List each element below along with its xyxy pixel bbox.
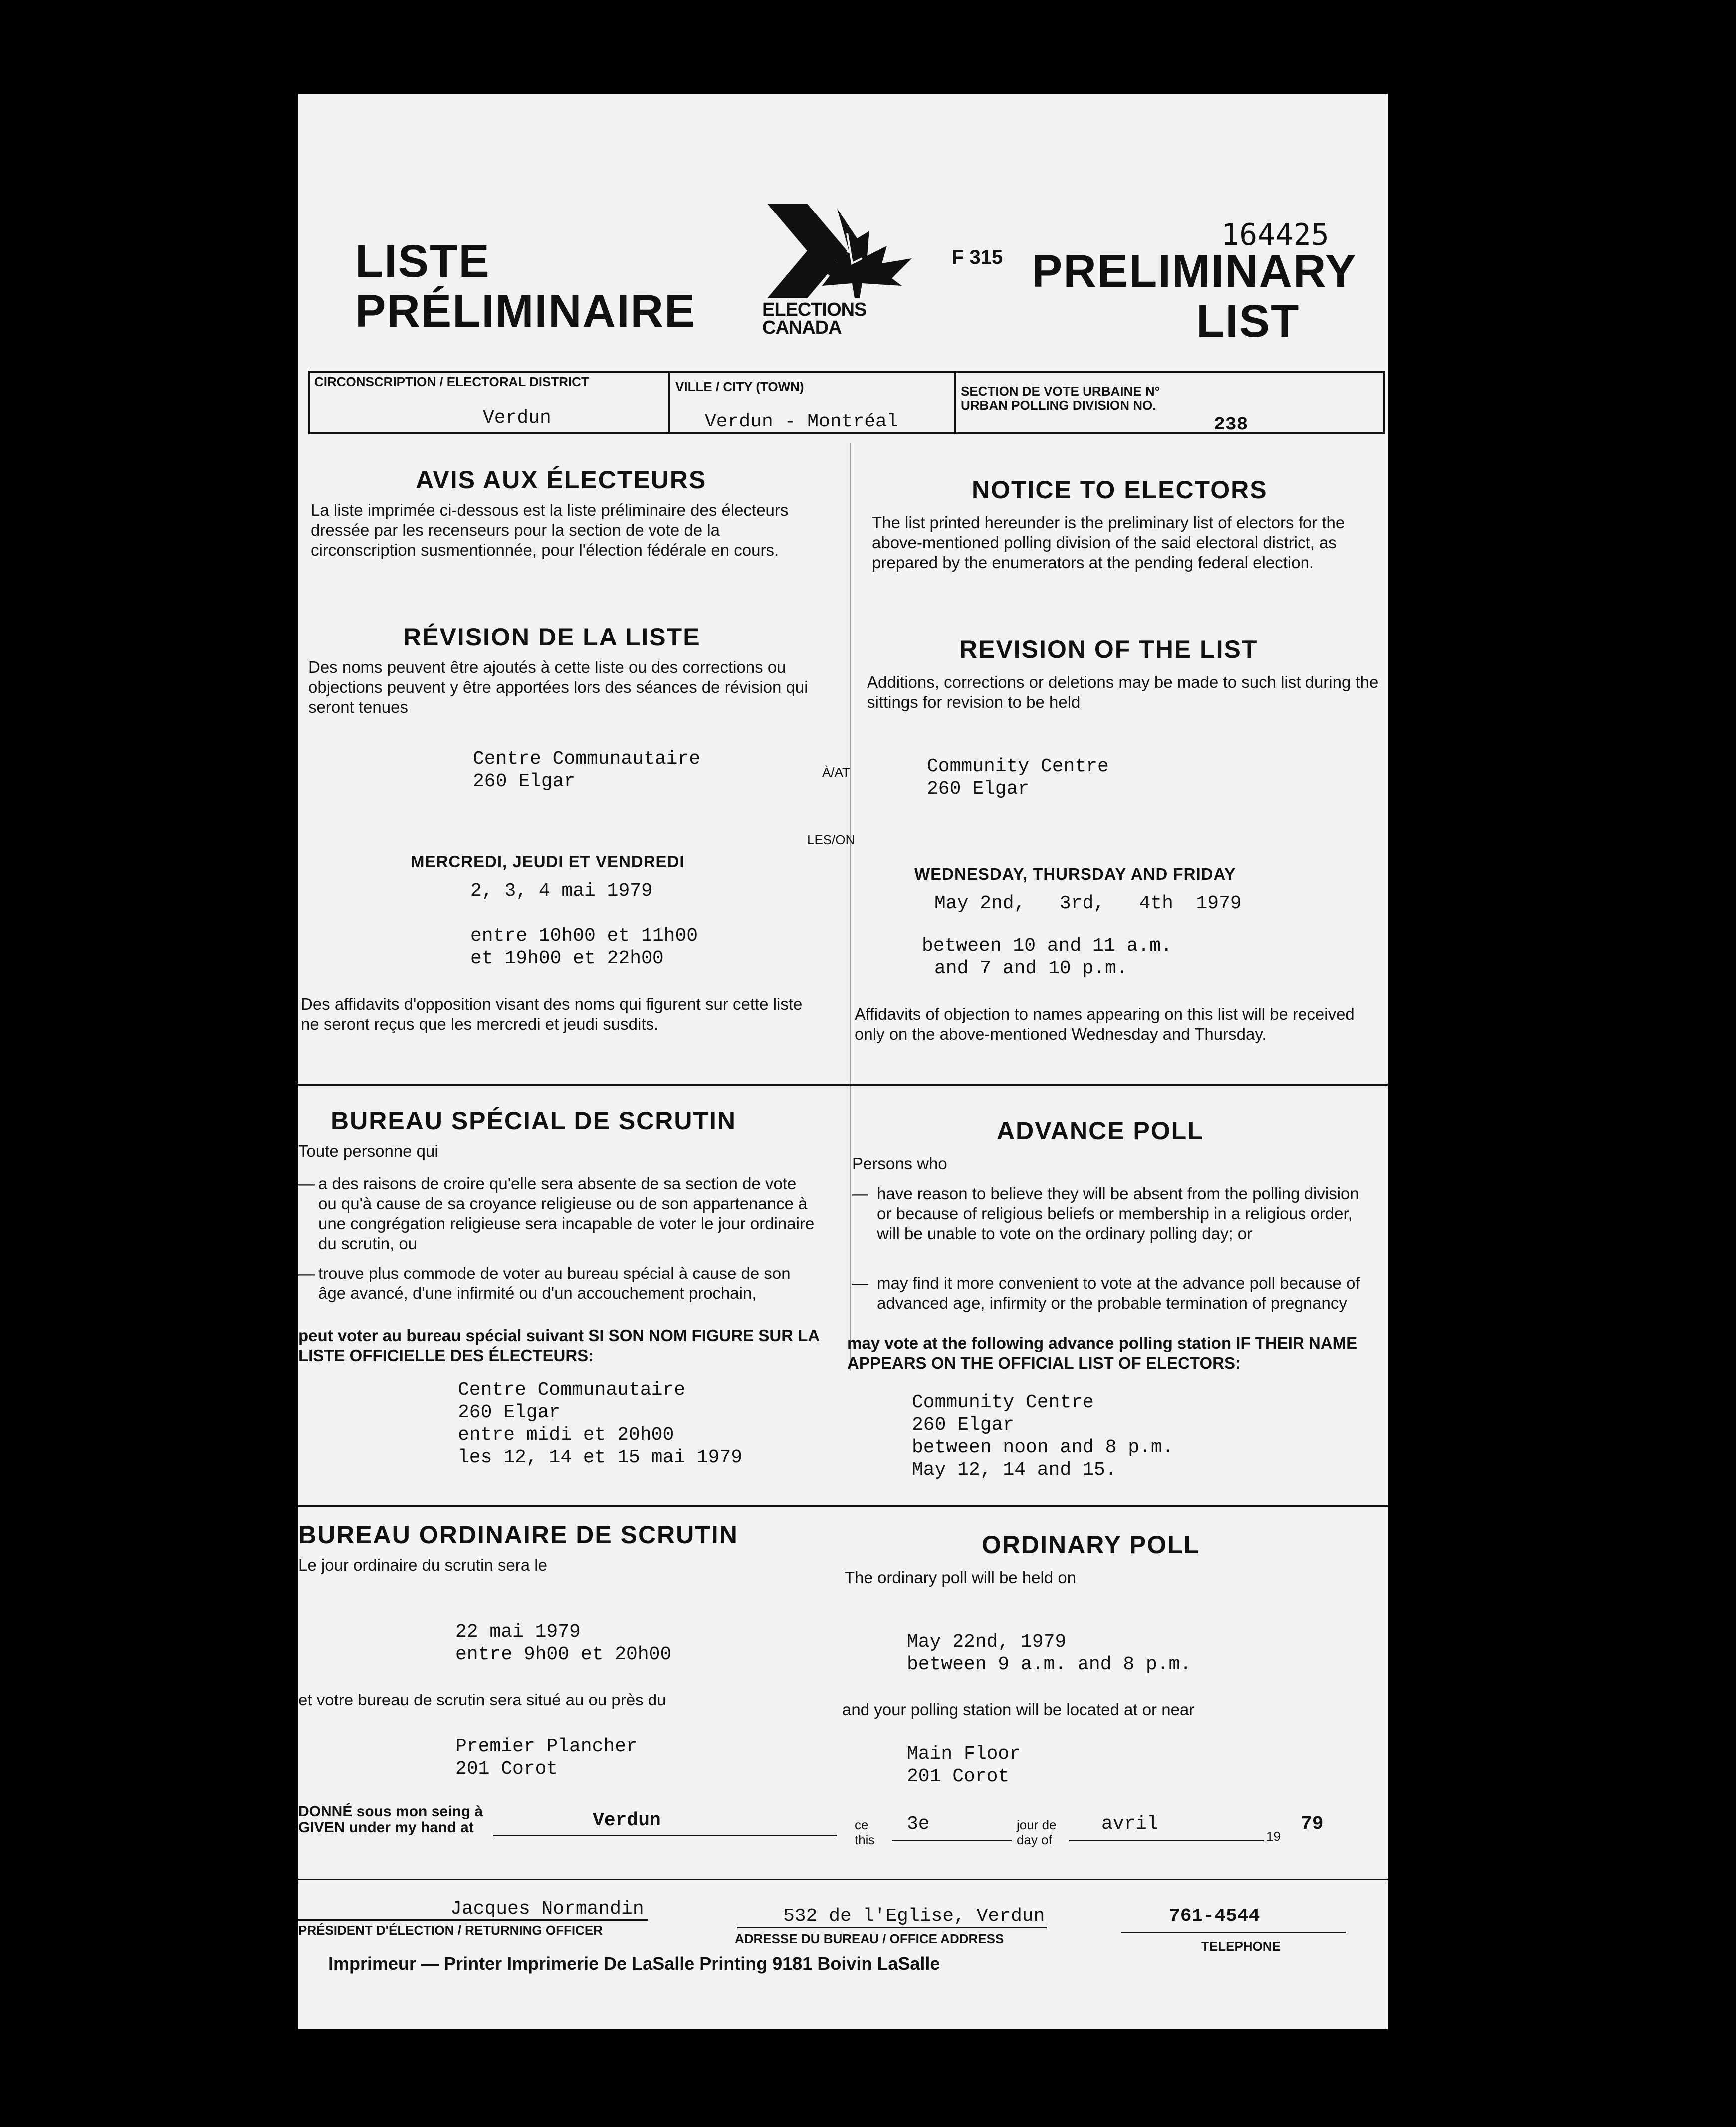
advance-en-title: ADVANCE POLL (997, 1117, 1204, 1145)
revision-fr-place-1: Centre Communautaire (473, 748, 701, 770)
serial-number: 164425 (1221, 217, 1329, 252)
revision-en-time-2: and 7 and 10 p.m. (934, 958, 1128, 979)
election-notice-sheet: LISTE PRÉLIMINAIRE ELECTIONS CANADA F 315 164425 PRELIMINARY LIST CIRCONSCRIPTION / ELECTORAL DISTRICT Verdun VILLE / CITY (TOWN) Verdun - Montréal SECTION DE VOTE URBAINE N° URBAN POLLING DIVISION NO. 238 AVIS AUX ÉLECTEURS La liste imprimée ci-dessous est la liste préliminaire des électeurs dressée par les recenseurs pour la section de vote de la circonscription susmentionnée, pour l'élection fédérale en cours. NOTICE TO ELECTORS The list printed hereunder is the preliminary list of electors for the above-mentioned polling division of the said electoral district, as prepared by the enumerators at the pending federal election. RÉVISION DE LA LISTE Des noms peuvent être ajoutés à cette liste ou des corrections ou objections peuvent y être apportées lors des séances de révision qui seront tenues REVISION OF THE LIST Additions, corrections or deletions may be made to such list during the sittings for revision to be held Centre Communautaire 260 Elgar À/AT Community Centre 260 Elgar LES/ON MERCREDI, JEUDI ET VENDREDI 2, 3, 4 mai 1979 WEDNESDAY, THURSDAY AND FRIDAY May 2nd, 3rd, 4th 1979 entre 10h00 et 11h00 et 19h00 et 22h00 between 10 and 11 a.m. and 7 and 10 p.m. Des affidavits d'opposition visant des noms qui figurent sur cette liste ne seront reçus que les mercredi et jeudi susdits. Affidavits of objection to names appearing on this list will be received only on the above-mentioned Wednesday and Thursday. BUREAU SPÉCIAL DE SCRUTIN Toute personne qui — a des raisons de croire qu'elle sera absente de sa section de vote ou qu'à cause de sa croyance religieuse ou de son appartenance à une congrégation religieuse sera incapable de voter le jour ordinaire du scrutin, ou — trouve plus commode de voter au bureau spécial à cause de son âge avancé, d'une infirmité ou d'un accouchement prochain, peut voter au bureau spécial suivant SI SON NOM FIGURE SUR LA LISTE OFFICIELLE DES ÉLECTEURS: Centre Communautaire 260 Elgar entre midi et 20h00 les 12, 14 et 15 mai 1979 ADVANCE POLL Persons who — have reason to believe they will be absent from the polling division or because of religious beliefs or membership in a religious order, will be unable to vote on the ordinary polling day; or — may find it more convenient to vote at the advance poll because of advanced age, infirmity or the probable termination of pregnancy may vote at the following advance polling station IF THEIR NAME APPEARS ON THE OFFICIAL LIST OF ELECTORS: Community Centre 260 Elgar between noon and 8 p.m. May 12, 14 and 15. BUREAU ORDINAIRE DE SCRUTIN Le jour ordinaire du scrutin sera le 22 mai 1979 entre 9h00 et 20h00 et votre bureau de scrutin sera situé au ou près du Premier Plancher 201 Corot ORDINARY POLL The ordinary poll will be held on May 22nd, 1979 between 9 a.m. and 8 p.m. and your polling station will be located at or near Main Floor 201 Corot DONNÉ sous mon seing à GIVEN under my hand at Verdun ce this 3e jour de day of avril 19 79 Jacques Normandin PRÉSIDENT D'ÉLECTION / RETURNING OFFICER 532 de l'Eglise, Verdun ADRESSE DU BUREAU / OFFICE ADDRESS 761-4544 TELEPHONE Imprimeur — Printer Imprimerie De LaSalle Printing 9181 Boivin LaSalle (298, 94, 1388, 2029)
advance-fr-place-2: 260 Elgar (458, 1402, 561, 1423)
officer-phone-label: TELEPHONE (1201, 1939, 1281, 1954)
given-label-en: GIVEN under my hand at (298, 1819, 474, 1836)
revision-en-days: WEDNESDAY, THURSDAY AND FRIDAY (914, 865, 1236, 883)
advance-en-intro: Persons who (852, 1154, 947, 1173)
maple-leaf-x-icon (762, 204, 932, 298)
ordinary-fr-date: 22 mai 1979 (455, 1621, 581, 1643)
value-electoral-district: Verdun (483, 407, 551, 428)
given-day-of: day of (1017, 1832, 1052, 1847)
advance-en-closing: may vote at the following advance polling station IF THEIR NAME APPEARS ON THE OFFICIAL LIST OF ELECTORS: (847, 1334, 1358, 1372)
advance-en-place-1: Community Centre (912, 1392, 1094, 1413)
advance-en-dates: May 12, 14 and 15. (912, 1459, 1117, 1481)
revision-fr-dates: 2, 3, 4 mai 1979 (470, 880, 652, 902)
officer-address-label: ADRESSE DU BUREAU / OFFICE ADDRESS (735, 1931, 1004, 1946)
revision-en-body: Additions, corrections or deletions may be made to such list during the sittings for revision to be held (867, 673, 1379, 711)
revision-en-title: REVISION OF THE LIST (959, 636, 1258, 663)
divider-ordinary (298, 1505, 1388, 1507)
ordinary-fr-title: BUREAU ORDINAIRE DE SCRUTIN (298, 1521, 738, 1549)
label-division-fr: SECTION DE VOTE URBAINE N° (961, 384, 1160, 399)
revision-en-affidavit: Affidavits of objection to names appearing on this list will be received only on the above-mentioned Wednesday and Thursday. (855, 1005, 1355, 1043)
revision-fr-place-2: 260 Elgar (473, 771, 576, 792)
advance-fr-time: entre midi et 20h00 (458, 1424, 674, 1446)
logo-text-elections: ELECTIONS (762, 299, 867, 320)
ordinary-fr-place-1: Premier Plancher (455, 1736, 638, 1757)
revision-en-time-1: between 10 and 11 a.m. (922, 935, 1172, 957)
at-label: À/AT (822, 765, 850, 780)
revision-fr-time-2: et 19h00 et 22h00 (470, 948, 664, 969)
advance-fr-place-1: Centre Communautaire (458, 1379, 686, 1401)
ordinary-en-time: between 9 a.m. and 8 p.m. (907, 1654, 1192, 1675)
on-label: LES/ON (807, 832, 855, 847)
label-electoral-district: CIRCONSCRIPTION / ELECTORAL DISTRICT (314, 374, 589, 389)
revision-fr-title: RÉVISION DE LA LISTE (403, 623, 701, 651)
revision-en-place-1: Community Centre (927, 756, 1109, 777)
ordinary-en-station: and your polling station will be located at or near (842, 1701, 1195, 1719)
given-day: 3e (907, 1813, 930, 1835)
title-fr-line1: LISTE (355, 236, 490, 287)
given-ce: ce (855, 1817, 868, 1832)
given-this: this (855, 1832, 875, 1847)
ordinary-fr-place-2: 201 Corot (455, 1758, 558, 1780)
revision-fr-affidavit: Des affidavits d'opposition visant des noms qui figurent sur cette liste ne seront reçus que les mercredi et jeudi susdits. (301, 995, 803, 1033)
printer-line: Imprimeur — Printer Imprimerie De LaSalle Printing 9181 Boivin LaSalle (328, 1953, 940, 1974)
advance-en-item-1: have reason to believe they will be absent from the polling division or because of religious beliefs or membership in a religious order, will be unable to vote on the ordinary polling day; or (877, 1184, 1359, 1243)
form-number: F 315 (952, 246, 1003, 268)
advance-fr-title: BUREAU SPÉCIAL DE SCRUTIN (331, 1107, 737, 1135)
advance-fr-closing: peut voter au bureau spécial suivant SI SON NOM FIGURE SUR LA LISTE OFFICIELLE DES ÉLECTEURS: (298, 1326, 819, 1365)
notice-fr-body: La liste imprimée ci-dessous est la liste préliminaire des électeurs dressée par les recenseurs pour la section de vote de la circonscription susmentionnée, pour l'élection fédérale en cours. (311, 501, 789, 559)
value-division: 238 (1214, 414, 1248, 435)
officer-name-label: PRÉSIDENT D'ÉLECTION / RETURNING OFFICER (298, 1923, 603, 1938)
ordinary-en-intro: The ordinary poll will be held on (845, 1568, 1077, 1587)
revision-en-place-2: 260 Elgar (927, 778, 1030, 800)
revision-en-dates: May 2nd, 3rd, 4th 1979 (934, 893, 1242, 914)
title-fr-line2: PRÉLIMINAIRE (355, 286, 696, 337)
given-place: Verdun (593, 1810, 661, 1831)
title-en-line1: PRELIMINARY (1032, 246, 1357, 297)
advance-en-place-2: 260 Elgar (912, 1414, 1015, 1436)
label-city: VILLE / CITY (TOWN) (675, 379, 804, 394)
notice-en-title: NOTICE TO ELECTORS (972, 476, 1268, 504)
given-month: avril (1101, 1813, 1159, 1835)
revision-fr-body: Des noms peuvent être ajoutés à cette liste ou des corrections ou objections peuvent y être apportées lors des séances de révision qui seront tenues (308, 658, 808, 716)
given-jour-de: jour de (1017, 1817, 1057, 1832)
ordinary-en-place-2: 201 Corot (907, 1766, 1010, 1787)
ordinary-en-date: May 22nd, 1979 (907, 1631, 1067, 1653)
divider-officer (298, 1879, 1388, 1880)
given-year: 79 (1301, 1813, 1324, 1835)
given-year-prefix: 19 (1266, 1829, 1281, 1844)
given-label-fr: DONNÉ sous mon seing à (298, 1803, 483, 1820)
advance-en-item-2: may find it more convenient to vote at the advance poll because of advanced age, infirmity or the probable termination of pregnancy (877, 1274, 1360, 1312)
revision-fr-days: MERCREDI, JEUDI ET VENDREDI (411, 852, 685, 871)
logo-text-canada: CANADA (762, 317, 842, 338)
officer-phone: 761-4544 (1169, 1906, 1260, 1927)
label-division-en: URBAN POLLING DIVISION NO. (961, 398, 1156, 413)
divider-advance (298, 1084, 1388, 1086)
ordinary-en-place-1: Main Floor (907, 1743, 1021, 1765)
advance-en-time: between noon and 8 p.m. (912, 1437, 1174, 1458)
revision-fr-time-1: entre 10h00 et 11h00 (470, 925, 698, 947)
ordinary-fr-station: et votre bureau de scrutin sera situé au ou près du (298, 1691, 666, 1709)
notice-en-body: The list printed hereunder is the preliminary list of electors for the above-mentioned polling division of the said electoral district, as prepared by the enumerators at the pending federal election. (872, 513, 1345, 572)
advance-fr-intro: Toute personne qui (298, 1142, 438, 1160)
officer-name: Jacques Normandin (450, 1898, 644, 1919)
ordinary-en-title: ORDINARY POLL (982, 1531, 1200, 1559)
elections-canada-logo (762, 204, 932, 338)
advance-fr-item-2: trouve plus commode de voter au bureau spécial à cause de son âge avancé, d'une infirmité ou d'un accouchement prochain, (318, 1264, 791, 1302)
notice-fr-title: AVIS AUX ÉLECTEURS (416, 466, 707, 494)
ordinary-fr-intro: Le jour ordinaire du scrutin sera le (298, 1556, 547, 1574)
advance-fr-item-1: a des raisons de croire qu'elle sera absente de sa section de vote ou qu'à cause de sa croyance religieuse ou de son appartenance à une congrégation religieuse sera incapable de voter le jour ordinaire du scrutin, ou (318, 1174, 815, 1253)
ordinary-fr-time: entre 9h00 et 20h00 (455, 1644, 672, 1665)
advance-fr-dates: les 12, 14 et 15 mai 1979 (458, 1447, 743, 1468)
value-city: Verdun - Montréal (705, 411, 898, 432)
title-en-line2: LIST (1196, 296, 1300, 347)
officer-address: 532 de l'Eglise, Verdun (783, 1906, 1045, 1927)
